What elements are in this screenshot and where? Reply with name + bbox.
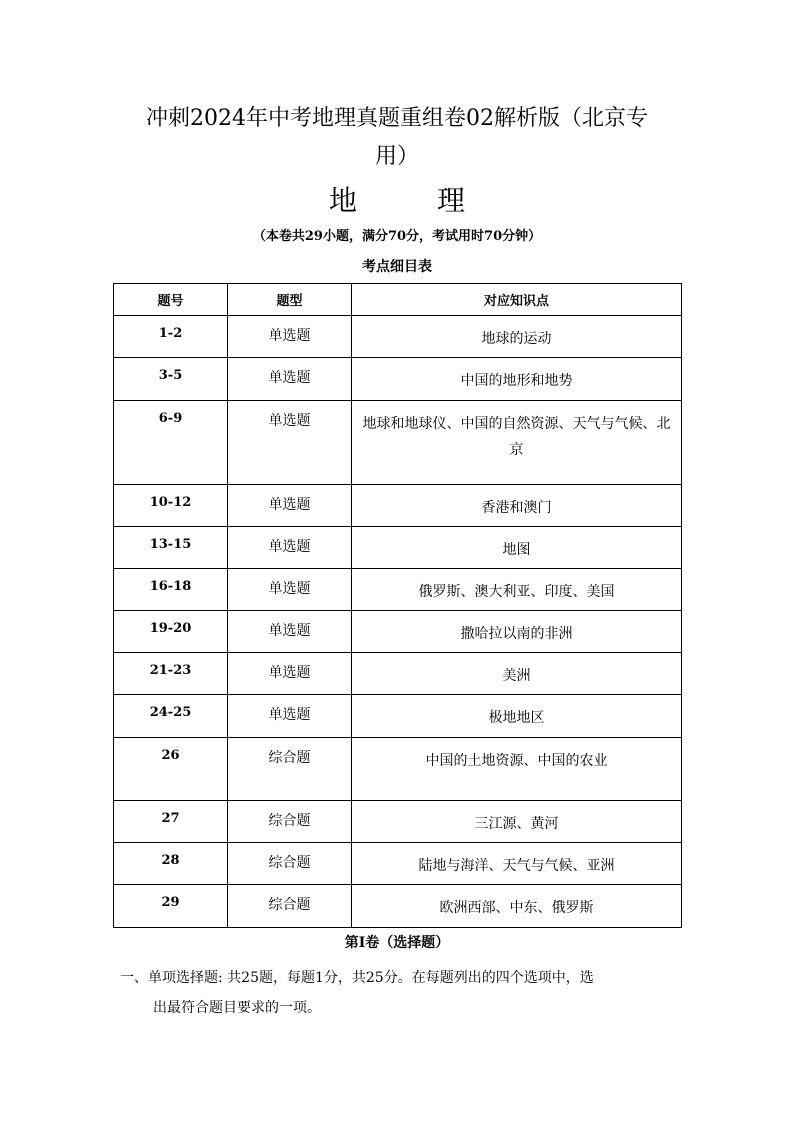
question-number: 6-9 bbox=[114, 401, 228, 485]
subject-char-1: 地 bbox=[328, 184, 357, 217]
question-type: 单选题 bbox=[228, 316, 352, 358]
table-row bbox=[114, 358, 682, 401]
table-row bbox=[114, 527, 682, 569]
subject-char-2: 理 bbox=[437, 184, 466, 217]
subject-heading bbox=[0, 183, 794, 219]
question-number: 27 bbox=[114, 801, 228, 843]
question-number: 24-25 bbox=[114, 695, 228, 738]
question-number: 19-20 bbox=[114, 611, 228, 653]
knowledge-point: 地球的运动 bbox=[352, 316, 682, 358]
table-row bbox=[114, 801, 682, 843]
question-number: 21-23 bbox=[114, 653, 228, 695]
header-knowledge-point: 对应知识点 bbox=[352, 284, 682, 316]
knowledge-point: 中国的土地资源、中国的农业 bbox=[352, 738, 682, 801]
section-heading: 第I卷（选择题） bbox=[344, 935, 450, 951]
table-row bbox=[114, 401, 682, 485]
question-type: 单选题 bbox=[228, 401, 352, 485]
table-header-row bbox=[114, 284, 682, 316]
knowledge-point: 陆地与海洋、天气与气候、亚洲 bbox=[352, 843, 682, 885]
header-question-number: 题号 bbox=[114, 284, 228, 316]
question-number: 26 bbox=[114, 738, 228, 801]
question-type: 综合题 bbox=[228, 843, 352, 885]
question-number: 1-2 bbox=[114, 316, 228, 358]
table-row bbox=[114, 738, 682, 801]
title-line-1: 冲刺2024年中考地理真题重组卷02解析版（北京专 bbox=[146, 106, 648, 131]
table-row bbox=[114, 316, 682, 358]
question-number: 3-5 bbox=[114, 358, 228, 401]
question-number: 29 bbox=[114, 885, 228, 928]
question-type: 单选题 bbox=[228, 569, 352, 611]
question-type: 单选题 bbox=[228, 611, 352, 653]
table-row bbox=[114, 885, 682, 928]
instructions-line-1: 一、单项选择题: 共25题，每题1分，共25分。在每题列出的四个选项中，选 bbox=[120, 970, 594, 986]
question-type: 单选题 bbox=[228, 695, 352, 738]
knowledge-point: 撒哈拉以南的非洲 bbox=[352, 611, 682, 653]
question-type: 综合题 bbox=[228, 801, 352, 843]
question-type: 单选题 bbox=[228, 485, 352, 527]
knowledge-point: 中国的地形和地势 bbox=[352, 358, 682, 401]
question-number: 13-15 bbox=[114, 527, 228, 569]
knowledge-point: 地球和地球仪、中国的自然资源、天气与气候、北京 bbox=[352, 401, 682, 485]
knowledge-point: 三江源、黄河 bbox=[352, 801, 682, 843]
exam-info: （本卷共29小题，满分70分，考试用时70分钟） bbox=[252, 229, 542, 244]
header-question-type: 题型 bbox=[228, 284, 352, 316]
table-row bbox=[114, 569, 682, 611]
knowledge-point: 地图 bbox=[352, 527, 682, 569]
question-type: 单选题 bbox=[228, 358, 352, 401]
knowledge-point: 俄罗斯、澳大利亚、印度、美国 bbox=[352, 569, 682, 611]
question-type: 单选题 bbox=[228, 653, 352, 695]
instructions-line-2: 出最符合题目要求的一项。 bbox=[153, 1000, 321, 1016]
question-type: 单选题 bbox=[228, 527, 352, 569]
table-row bbox=[114, 653, 682, 695]
knowledge-point: 美洲 bbox=[352, 653, 682, 695]
table-title: 考点细目表 bbox=[362, 259, 432, 275]
table-row bbox=[114, 485, 682, 527]
document-title bbox=[112, 100, 682, 176]
question-type: 综合题 bbox=[228, 738, 352, 801]
topic-table bbox=[113, 283, 682, 928]
table-row bbox=[114, 695, 682, 738]
knowledge-point: 极地地区 bbox=[352, 695, 682, 738]
knowledge-point: 欧洲西部、中东、俄罗斯 bbox=[352, 885, 682, 928]
table-row bbox=[114, 843, 682, 885]
table-row bbox=[114, 611, 682, 653]
question-type: 综合题 bbox=[228, 885, 352, 928]
question-number: 16-18 bbox=[114, 569, 228, 611]
knowledge-point: 香港和澳门 bbox=[352, 485, 682, 527]
title-line-2: 用） bbox=[374, 144, 419, 169]
question-number: 10-12 bbox=[114, 485, 228, 527]
question-number: 28 bbox=[114, 843, 228, 885]
section-instructions bbox=[120, 963, 680, 1023]
